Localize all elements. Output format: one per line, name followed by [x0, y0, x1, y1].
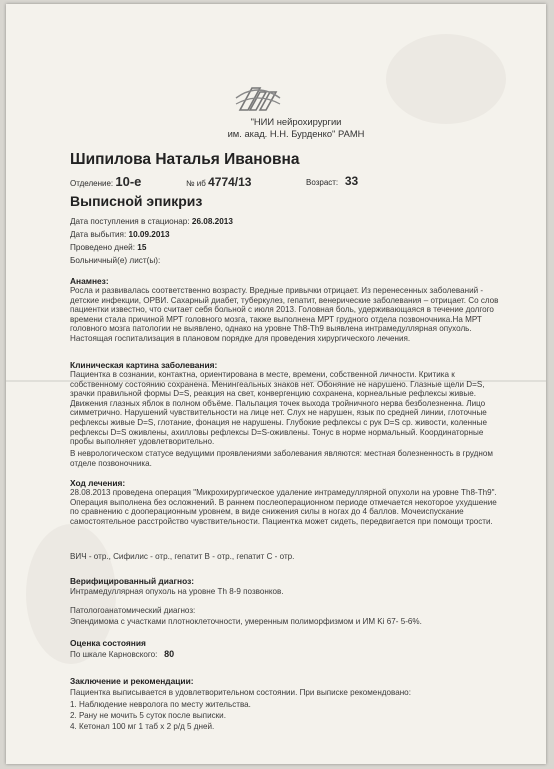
anamnesis-heading: Анамнез:: [70, 276, 109, 286]
lab-results: ВИЧ - отр., Сифилис - отр., гепатит В - отр., гепатит С - отр.: [70, 552, 295, 561]
age-value: 33: [344, 174, 359, 188]
conclusion-heading: Заключение и рекомендации:: [70, 676, 194, 686]
discharge-date: [70, 230, 170, 239]
document-page: [6, 4, 546, 764]
institution-line-1: "НИИ нейрохирургии: [250, 116, 342, 127]
days-spent-label: Проведено дней:: [70, 243, 136, 252]
sick-leave-label: Больничный(е) лист(ы):: [70, 256, 161, 265]
karnofsky-score: [70, 649, 174, 659]
institution-line-2: им. акад. Н.Н. Бурденко" РАМН: [227, 128, 365, 139]
institution-name: [206, 116, 386, 140]
karnofsky-value: 80: [164, 649, 175, 659]
diagnosis-text: Интрамедуллярная опухоль на уровне Th 8-9 позвонков.: [70, 587, 284, 596]
sick-leave: [70, 256, 160, 265]
recommendation-item: 2. Рану не мочить 5 суток после выписки.: [70, 711, 226, 720]
clinical-text-2: В неврологическом статусе ведущими проявлениями заболевания являются: местная болезненность в грудном отделе позвоночника.: [70, 449, 493, 468]
record-value: 4774/13: [208, 175, 252, 189]
clinical-text: Пациентка в сознании, контактна, ориентирована в месте, времени, собственной личности. Критика к собственному состоянию сохранена. Менингеальных знаков нет. Обоняние не нарушено. Глазные щели D=S, зрачки правильной формы D=S, реакция на свет, конвергенцию сохранена, корнеальные рефлексы живые. Движения глазных яблок в полном объёме. Пальпация точек выхода тройничного нерва безболезненна. Лицо симметрично. Нарушений чувствительности на лице нет. Слух не нарушен, язык по средней линии, глоточные рефлексы живые D=S, глотание, фонация не нарушены. Глубокие рефлексы с рук D=S ср. живости, коленные рефлексы D=S оживлены, ахилловы рефлексы D=S-оживлены. Тонус в норме нормальный. Координаторные пробы выполняет удовлетворительно.: [70, 370, 487, 447]
recommendation-item: 4. Кетонал 100 мг 1 таб х 2 р/д 5 дней.: [70, 722, 215, 731]
course-heading: Ход лечения:: [70, 478, 126, 488]
assessment-heading: Оценка состояния: [70, 638, 146, 648]
discharge-date-label: Дата выбытия:: [70, 230, 127, 239]
paper-stain: [386, 34, 506, 124]
days-spent: [70, 243, 146, 252]
admission-date: [70, 217, 233, 226]
recommendation-item: 1. Наблюдение невролога по месту жительства.: [70, 700, 251, 709]
institute-logo: [234, 84, 282, 112]
course-text: 28.08.2013 проведена операция "Микрохирургическое удаление интрамедуллярной опухоли на уровне Th8-Th9". Операция выполнена без осложнений. В раннем послеоперационном периоде отмечается некоторое ухудшение по сравнению с дооперационным уровнем, в виде снижения силы в ногах до 4 баллов. Мочеиспускание самостоятельное расстройство чувствительности. Пациентка может сидеть, передвигается при помощи трости.: [70, 488, 497, 526]
pathology-label: Патологоанатомический диагноз:: [70, 606, 196, 615]
age-label: Возраст:: [306, 178, 339, 187]
conclusion-intro: Пациентка выписывается в удовлетворительном состоянии. При выписке рекомендовано:: [70, 688, 411, 697]
karnofsky-label: По шкале Карновского:: [70, 650, 158, 659]
document-title: Выписной эпикриз: [70, 193, 203, 209]
department-label: Отделение:: [70, 179, 114, 188]
record-number-field: [186, 175, 251, 189]
anamnesis-text: Росла и развивалась соответственно возрасту. Вредные привычки отрицает. Из перенесенных заболеваний - детские инфекции, ОРВИ. Сахарный диабет, туберкулез, гепатит, венерические заболевания – отрицает. Со слов пациентки известно, что считает себя больной с июля 2013. Головная боль, удерживающаяся в течение долгого времени стала причиной МРТ головного мозга, также выполнена МРТ грудного отдела позвоночника.На МРТ головного мозга патологии не выявлено, однако на уровне Th8-Th9 выявлена интрамедуллярная опухоль. Настоящая госпитализация в плановом порядке для проведения хирургического лечения.: [70, 286, 499, 343]
admission-date-value: 26.08.2013: [191, 217, 233, 226]
record-label: № иб: [186, 179, 206, 188]
department-field: [70, 174, 141, 189]
age-field: [306, 174, 358, 188]
pathology-text: Эпендимома с участками плотноклеточности, умеренным полиморфизмом и ИМ Ki 67- 5-6%.: [70, 617, 422, 626]
patient-name: Шипилова Наталья Ивановна: [70, 151, 300, 168]
discharge-date-value: 10.09.2013: [128, 230, 170, 239]
days-spent-value: 15: [137, 243, 147, 252]
admission-date-label: Дата поступления в стационар:: [70, 217, 190, 226]
clinical-heading: Клиническая картина заболевания:: [70, 360, 218, 370]
department-value: 10-е: [115, 174, 142, 189]
diagnosis-heading: Верифицированный диагноз:: [70, 576, 195, 586]
